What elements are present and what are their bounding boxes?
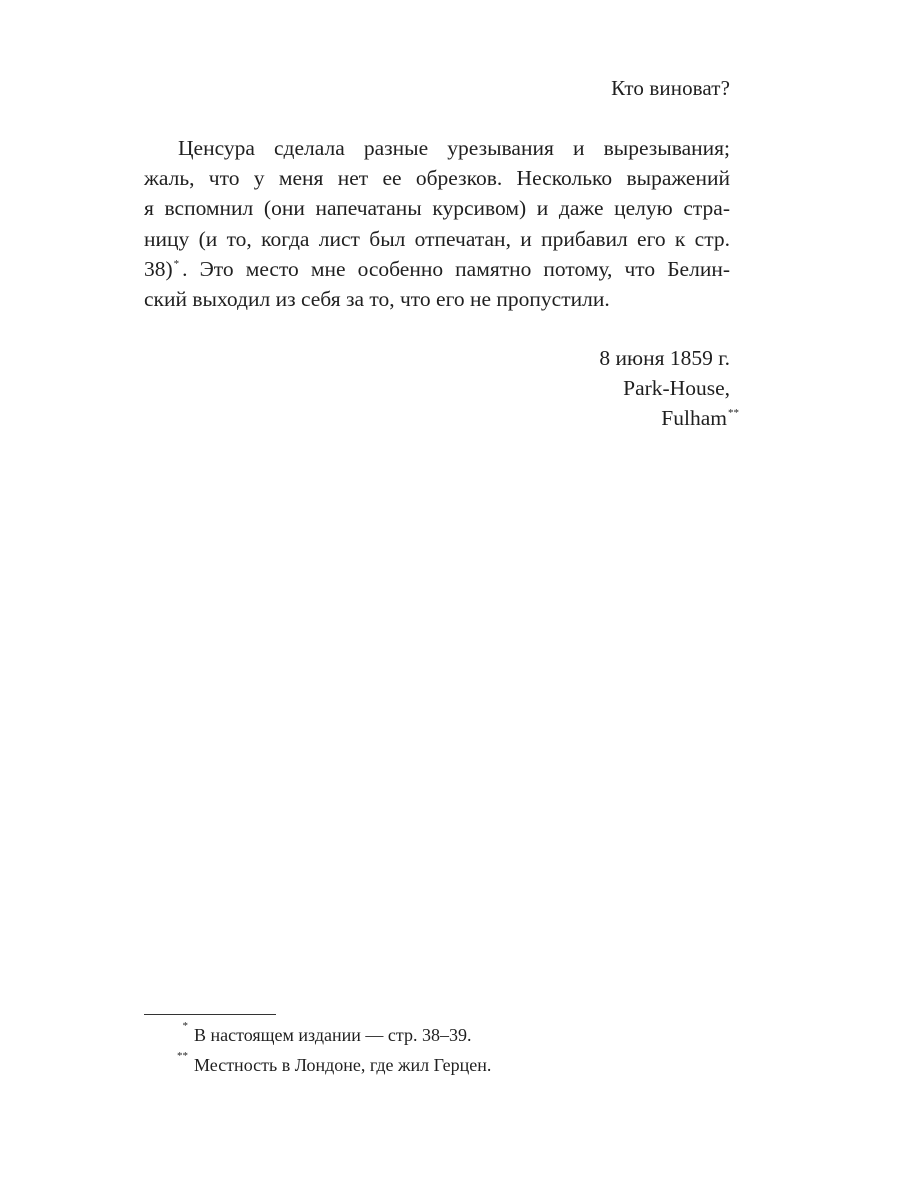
footnote-2 bbox=[144, 1050, 730, 1080]
footnotes bbox=[144, 1020, 730, 1080]
footnote-1 bbox=[144, 1020, 730, 1050]
footnote-divider bbox=[144, 1014, 276, 1015]
body-paragraph bbox=[144, 133, 730, 314]
signature-place: Park-House, Fulham bbox=[623, 376, 730, 430]
footnote-ref-1[interactable]: * bbox=[173, 257, 180, 270]
running-head: Кто виноват? bbox=[611, 76, 730, 100]
paragraph-text: . Это место мне особенно памятно потому, что Белин- bbox=[182, 256, 730, 281]
footnote-text: В настоящем издании — стр. 38–39. bbox=[194, 1025, 472, 1045]
signature-place-line bbox=[549, 373, 739, 433]
paragraph-line: ницу (и то, когда лист был отпечатан, и прибавил его к стр. bbox=[144, 226, 730, 251]
paragraph-line: жаль, что у меня нет ее обрезков. Несколько выражений bbox=[144, 166, 730, 191]
paragraph-line-with-ref bbox=[144, 254, 730, 284]
paragraph-line: я вспомнил (они напечатаны курсивом) и даже целую стра- bbox=[144, 196, 730, 221]
paragraph-line: ский выходил из себя за то, что его не пропустили. bbox=[144, 287, 610, 312]
footnote-text: Местность в Лондоне, где жил Герцен. bbox=[194, 1055, 492, 1075]
paragraph-line: Ценсура сделала разные урезывания и вырезывания; bbox=[178, 136, 730, 160]
footnote-ref-2[interactable]: ** bbox=[728, 407, 739, 419]
footnote-mark: ** bbox=[177, 1050, 188, 1062]
signature-date: 8 июня 1859 г. bbox=[599, 346, 730, 370]
signature-block bbox=[549, 343, 739, 433]
paragraph-text: 38) bbox=[144, 256, 173, 281]
footnote-mark: * bbox=[182, 1020, 188, 1032]
